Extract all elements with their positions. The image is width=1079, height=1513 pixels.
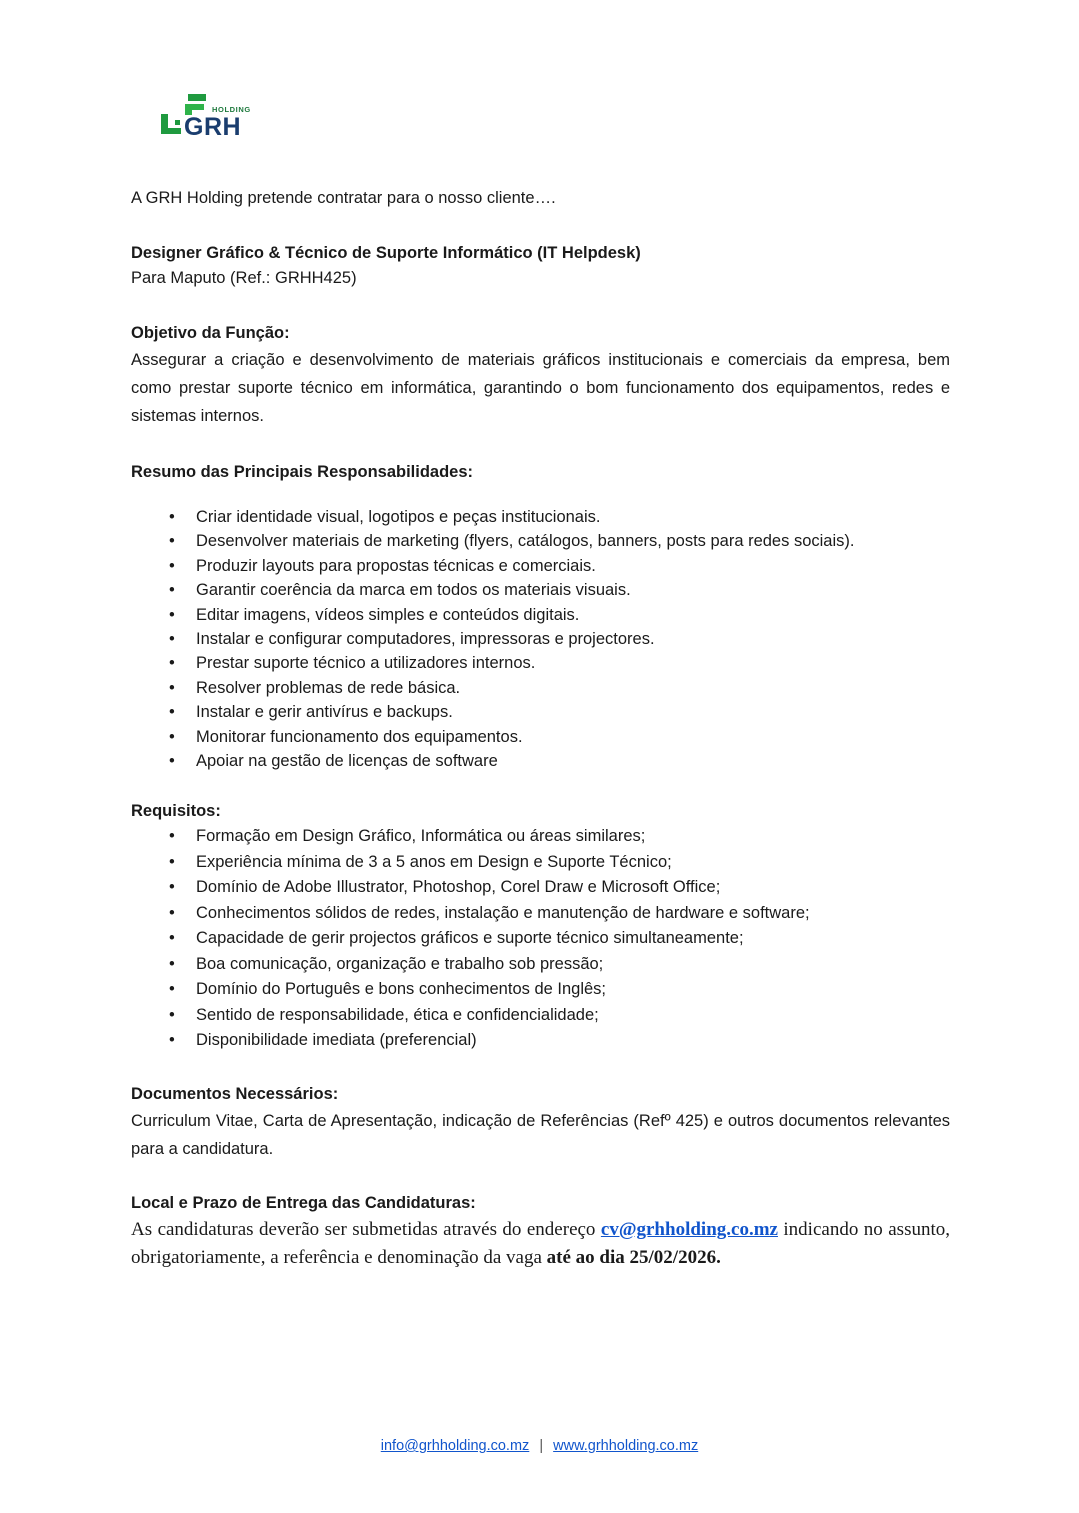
objective-text: Assegurar a criação e desenvolvimento de materiais gráficos institucionais e comerciais da empresa, bem como prestar suporte técnico em informática, garantindo o bom funcionamento dos equipamentos, redes e sistemas internos. <box>131 351 950 425</box>
footer-separator: | <box>539 1438 544 1454</box>
job-title: Designer Gráfico & Técnico de Suporte Informático (IT Helpdesk) <box>131 244 641 262</box>
list-item: • Garantir coerência da marca em todos os materiais visuais. <box>169 581 631 600</box>
deadline: até ao dia 25/02/2026. <box>546 1246 721 1268</box>
logo-wordmark: GRH <box>184 113 242 141</box>
responsibilities-heading: Resumo das Principais Responsabilidades: <box>131 463 474 481</box>
list-item: • Capacidade de gerir projectos gráficos e suporte técnico simultaneamente; <box>169 929 744 948</box>
list-item: • Instalar e gerir antivírus e backups. <box>169 703 453 722</box>
list-item: • Domínio de Adobe Illustrator, Photoshop, Corel Draw e Microsoft Office; <box>169 878 721 897</box>
list-item: • Criar identidade visual, logotipos e peças institucionais. <box>169 508 601 526</box>
submission-heading: Local e Prazo de Entrega das Candidaturas: <box>131 1193 476 1212</box>
requirements-heading: Requisitos: <box>131 802 221 821</box>
list-item: • Desenvolver materiais de marketing (flyers, catálogos, banners, posts para redes sociais). <box>169 532 855 551</box>
list-item: • Experiência mínima de 3 a 5 anos em Design e Suporte Técnico; <box>169 852 672 871</box>
documents-heading: Documentos Necessários: <box>131 1084 339 1103</box>
list-item: • Apoiar na gestão de licenças de software <box>169 752 498 771</box>
application-email-link[interactable]: cv@grhholding.co.mz <box>600 1218 778 1240</box>
requirements-list <box>131 824 950 1054</box>
list-item: • Disponibilidade imediata (preferencial) <box>169 1031 477 1050</box>
list-item: • Instalar e configurar computadores, impressoras e projectores. <box>169 630 655 649</box>
list-item: • Conhecimentos sólidos de redes, instalação e manutenção de hardware e software; <box>169 903 810 922</box>
list-item: • Prestar suporte técnico a utilizadores internos. <box>169 654 536 673</box>
responsibilities-list <box>131 505 950 773</box>
objective-heading: Objetivo da Função: <box>131 324 290 342</box>
documents-text: Curriculum Vitae, Carta de Apresentação, indicação de Referências (Refº 425) e outros documentos relevantes para a candidatura. <box>131 1111 950 1158</box>
list-item: • Monitorar funcionamento dos equipamentos. <box>169 727 523 746</box>
list-item: • Produzir layouts para propostas técnicas e comerciais. <box>169 556 596 575</box>
list-item: • Editar imagens, vídeos simples e conteúdos digitais. <box>169 605 580 624</box>
list-item: • Formação em Design Gráfico, Informática ou áreas similares; <box>169 827 646 846</box>
job-location: Para Maputo (Ref.: GRHH425) <box>131 269 357 287</box>
submission-text: As candidaturas deverão ser submetidas através do endereço cv@grhholding.co.mz indicando no assunto, obrigatoriamente, a referência e denominação da vaga até ao dia 25/02/2026. <box>131 1218 950 1268</box>
footer-website-link[interactable]: www.grhholding.co.mz <box>553 1438 699 1454</box>
document-body <box>131 186 950 1272</box>
list-item: • Domínio do Português e bons conhecimentos de Inglês; <box>169 980 607 999</box>
list-item: • Boa comunicação, organização e trabalho sob pressão; <box>169 954 604 973</box>
footer <box>0 1438 1079 1454</box>
footer-email-link[interactable]: info@grhholding.co.mz <box>380 1438 530 1454</box>
intro-text: A GRH Holding pretende contratar para o nosso cliente…. <box>131 189 556 207</box>
grh-logo <box>158 94 268 142</box>
logo-subtitle: HOLDING <box>212 105 251 114</box>
list-item: • Resolver problemas de rede básica. <box>169 678 461 697</box>
list-item: • Sentido de responsabilidade, ética e confidencialidade; <box>169 1005 599 1024</box>
